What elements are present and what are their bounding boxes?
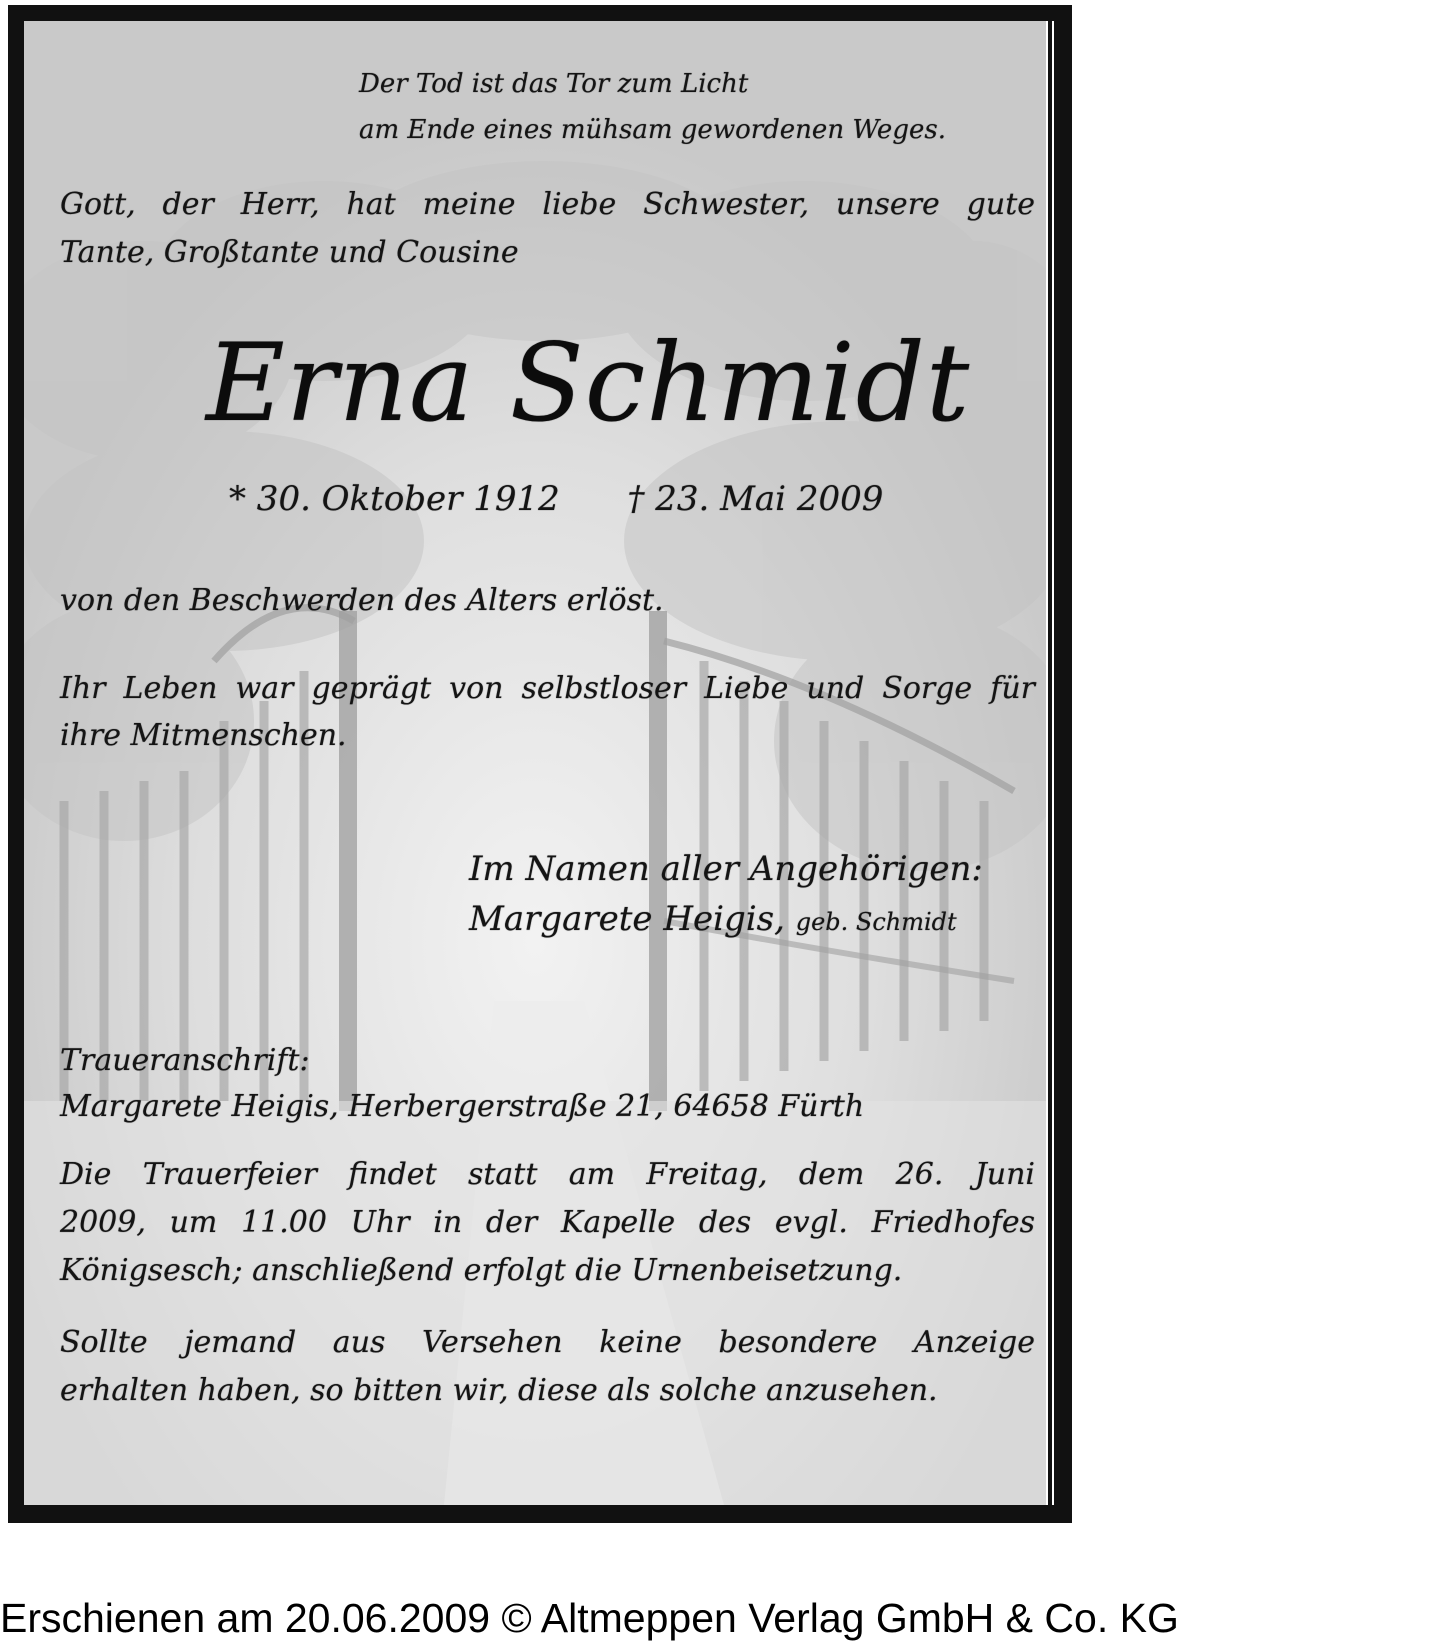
closing-line-2: erhalten haben, so bitten wir, diese als solche anzusehen. <box>60 1373 938 1408</box>
closing-line-1 <box>60 1325 1035 1360</box>
address-label: Traueranschrift: <box>60 1043 310 1078</box>
signature-line-1: Im Namen aller Angehörigen: <box>469 849 983 889</box>
funeral-line-2-text: 2009, um 11.00 Uhr in der Kapelle des evgl. Friedhofes <box>60 1205 1035 1240</box>
signature-name: Margarete Heigis, <box>469 899 785 939</box>
intro-line-1-text: Gott, der Herr, hat meine liebe Schwester, unsere gute <box>60 187 1035 222</box>
motto-line-2: am Ende eines mühsam gewordenen Weges. <box>359 115 946 145</box>
funeral-line-2 <box>60 1205 1035 1240</box>
released-line: von den Beschwerden des Alters erlöst. <box>60 583 664 618</box>
funeral-line-1-text: Die Trauerfeier findet statt am Freitag, dem 26. Juni <box>60 1157 1035 1192</box>
death-date: † 23. Mai 2009 <box>627 479 884 519</box>
life-line-2: ihre Mitmenschen. <box>60 718 347 753</box>
signature-maiden-name: geb. Schmidt <box>795 908 957 936</box>
signature-line-2 <box>469 899 957 939</box>
funeral-line-1 <box>60 1157 1035 1192</box>
life-dates <box>229 479 883 519</box>
closing-line-1-text: Sollte jemand aus Versehen keine besondere Anzeige <box>60 1325 1035 1360</box>
intro-line-2: Tante, Großtante und Cousine <box>60 235 519 270</box>
intro-line-1 <box>60 187 1035 222</box>
inner-border-rule <box>1046 21 1054 1505</box>
funeral-line-3: Königsesch; anschließend erfolgt die Urnenbeisetzung. <box>60 1253 903 1288</box>
address-value: Margarete Heigis, Herbergerstraße 21, 64658 Fürth <box>60 1089 865 1124</box>
publication-footer: Erschienen am 20.06.2009 © Altmeppen Verlag GmbH & Co. KG <box>0 1595 1179 1641</box>
birth-date: * 30. Oktober 1912 <box>229 479 560 519</box>
motto-line-1: Der Tod ist das Tor zum Licht <box>359 69 749 99</box>
life-line-1 <box>60 671 1035 706</box>
notice-panel <box>24 21 1046 1505</box>
deceased-name: Erna Schmidt <box>206 321 971 446</box>
life-line-1-text: Ihr Leben war geprägt von selbstloser Liebe und Sorge für <box>60 671 1035 706</box>
notice-frame <box>8 5 1072 1523</box>
